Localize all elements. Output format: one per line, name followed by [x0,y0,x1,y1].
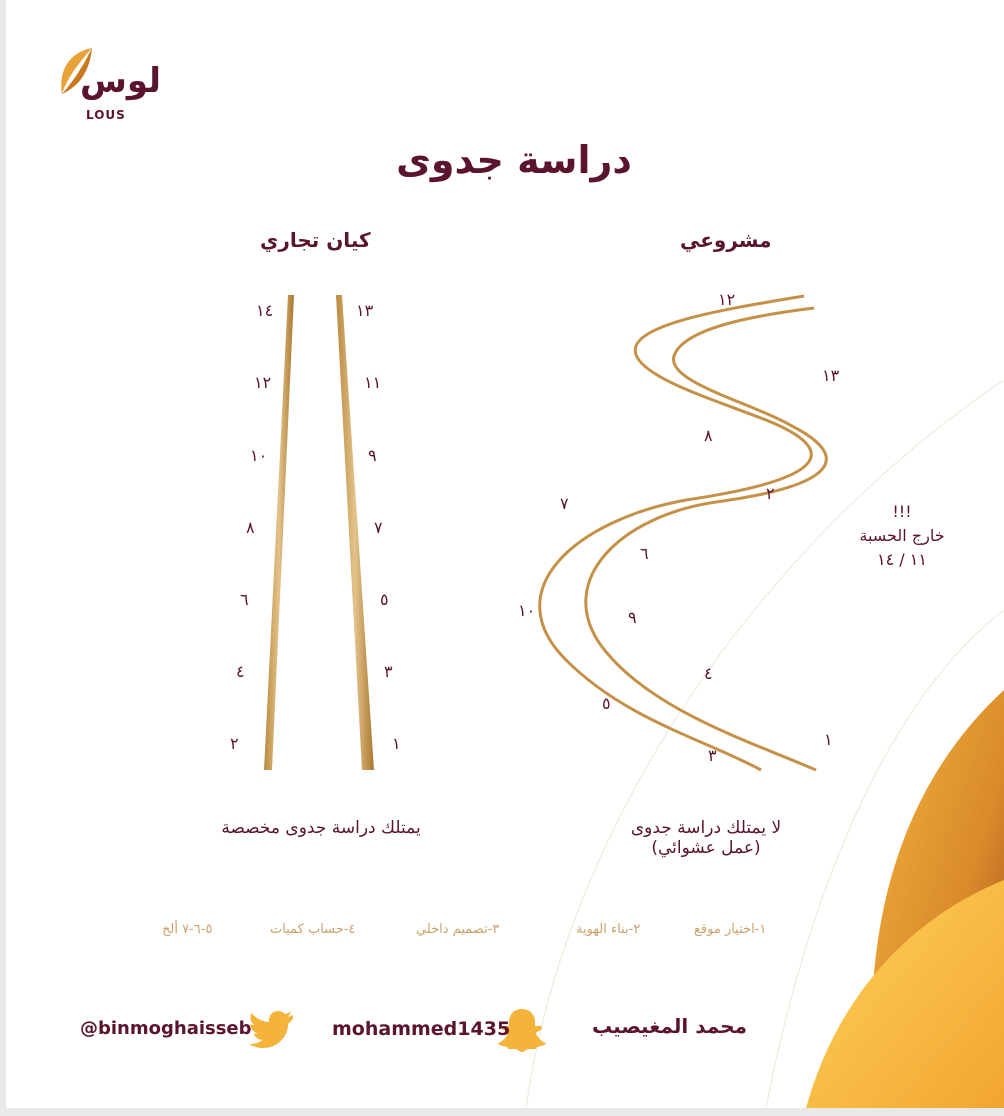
step-number-10: ١٠ [250,446,268,465]
step-number-3: ٣ [384,662,393,681]
outside-values: ١١ / ١٤ [877,550,927,569]
step-item-4: ٤-حساب كميات [270,922,356,937]
curve-number-12: ١٢ [718,290,736,309]
author-name: محمد المغيصيب [592,1014,747,1038]
road-line-right [336,295,374,770]
step-number-8: ٨ [246,518,255,537]
exclamation-marks: !!! [892,502,912,521]
outside-count-note [838,500,966,572]
winding-road-diagram [536,290,836,780]
curve-number-7: ٧ [560,494,569,513]
step-number-13: ١٣ [356,301,374,320]
curve-number-10: ١٠ [518,601,536,620]
step-number-11: ١١ [364,373,382,392]
step-number-12: ١٢ [254,373,272,392]
right-caption [606,818,806,858]
logo-subtitle: LOUS [86,108,126,122]
road-line-left [264,295,294,770]
right-heading: مشروعي [680,228,772,252]
twitter-handle: @binmoghaisseb [80,1018,252,1039]
curve-number-2: ٢ [766,484,775,503]
step-item-1: ١-اختيار موقع [694,922,767,937]
curve-number-9: ٩ [628,608,637,627]
step-number-9: ٩ [368,446,377,465]
road-curve-inner [586,308,827,770]
twitter-icon [250,1010,294,1048]
snapchat-handle: mohammed1435 [332,1018,511,1040]
step-number-6: ٦ [240,590,249,609]
curve-number-8: ٨ [704,426,713,445]
curve-number-4: ٤ [704,664,713,683]
curve-number-6: ٦ [640,544,649,563]
step-item-5: ٥-٦-٧ ألخ [162,922,213,937]
page-title: دراسة جدوى [396,138,632,182]
curve-number-1: ١ [824,730,833,749]
curve-number-3: ٣ [708,746,717,765]
infographic-sheet [6,0,1004,1108]
step-item-2: ٢-بناء الهوية [576,922,641,937]
outside-label: خارج الحسبة [859,526,945,545]
step-number-7: ٧ [374,518,383,537]
step-number-2: ٢ [230,734,239,753]
left-heading: كيان تجاري [260,228,371,252]
left-caption: يمتلك دراسة جدوى مخصصة [221,818,421,838]
right-caption-line1: لا يمتلك دراسة جدوى [630,818,782,838]
step-number-4: ٤ [236,662,245,681]
step-number-1: ١ [392,734,401,753]
logo-wordmark: لوس [80,61,161,101]
curve-number-5: ٥ [602,694,611,713]
step-number-5: ٥ [380,590,389,609]
right-caption-line2: (عمل عشوائي) [651,838,761,858]
step-number-14: ١٤ [256,301,274,320]
step-item-3: ٣-تصميم داخلي [416,922,500,937]
curve-number-13: ١٣ [822,366,840,385]
